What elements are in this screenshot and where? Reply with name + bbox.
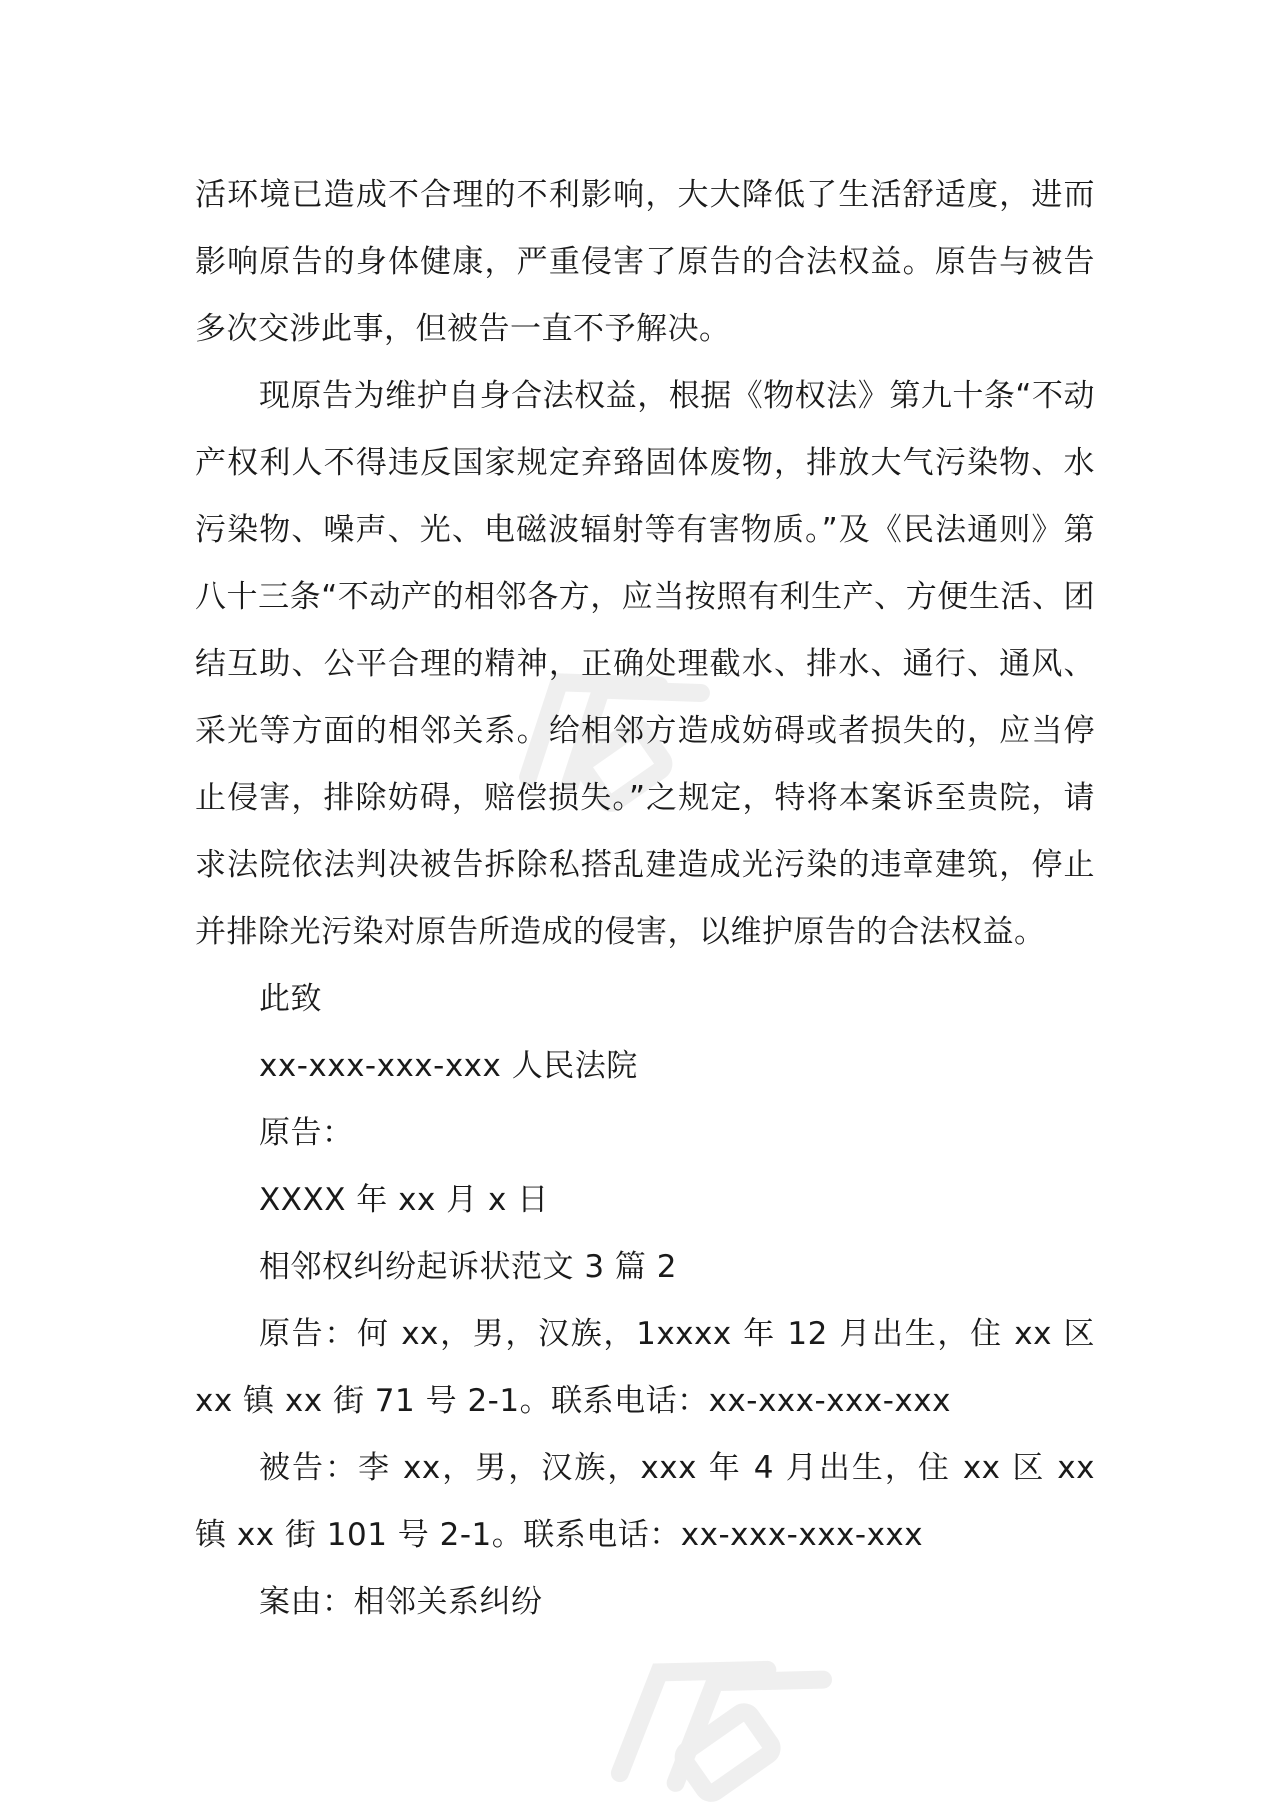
defendant-info: 被告：李 xx，男，汉族，xxx 年 4 月出生，住 xx 区 xx 镇 xx 街 101 号 2-1。联系电话：xx-xxx-xxx-xxx: [195, 1450, 1095, 1553]
date-line: XXXX 年 xx 月 x 日: [259, 1182, 549, 1218]
paragraph-continuation: 活环境已造成不合理的不利影响，大大降低了生活舒适度，进而影响原告的身体健康，严重侵害了原告的合法权益。原告与被告多次交涉此事，但被告一直不予解决。: [195, 177, 1095, 347]
document-body: [195, 162, 1095, 1636]
court-name: xx-xxx-xxx-xxx 人民法院: [259, 1048, 638, 1084]
plaintiff-signature-line: 原告：: [259, 1115, 354, 1151]
case-cause: 案由：相邻关系纠纷: [259, 1584, 543, 1620]
section-heading: 相邻权纠纷起诉状范文 3 篇 2: [259, 1249, 678, 1285]
paragraph-legal-basis: 现原告为维护自身合法权益，根据《物权法》第九十条“不动产权利人不得违反国家规定弃臵固体废物，排放大气污染物、水污染物、噪声、光、电磁波辐射等有害物质。”及《民法通则》第八十三条“不动产的相邻各方，应当按照有利生产、方便生活、团结互助、公平合理的精神，正确处理截水、排水、通行、通风、采光等方面的相邻关系。给相邻方造成妨碍或者损失的，应当停止侵害，排除妨碍，赔偿损失。”之规定，特将本案诉至贵院，请求法院依法判决被告拆除私搭乱建造成光污染的违章建筑，停止并排除光污染对原告所造成的侵害，以维护原告的合法权益。: [195, 378, 1095, 950]
closing-salutation: 此致: [259, 981, 322, 1017]
plaintiff-info: 原告：何 xx，男，汉族，1xxxx 年 12 月出生，住 xx 区 xx 镇 xx 街 71 号 2-1。联系电话：xx-xxx-xxx-xxx: [195, 1316, 1095, 1419]
